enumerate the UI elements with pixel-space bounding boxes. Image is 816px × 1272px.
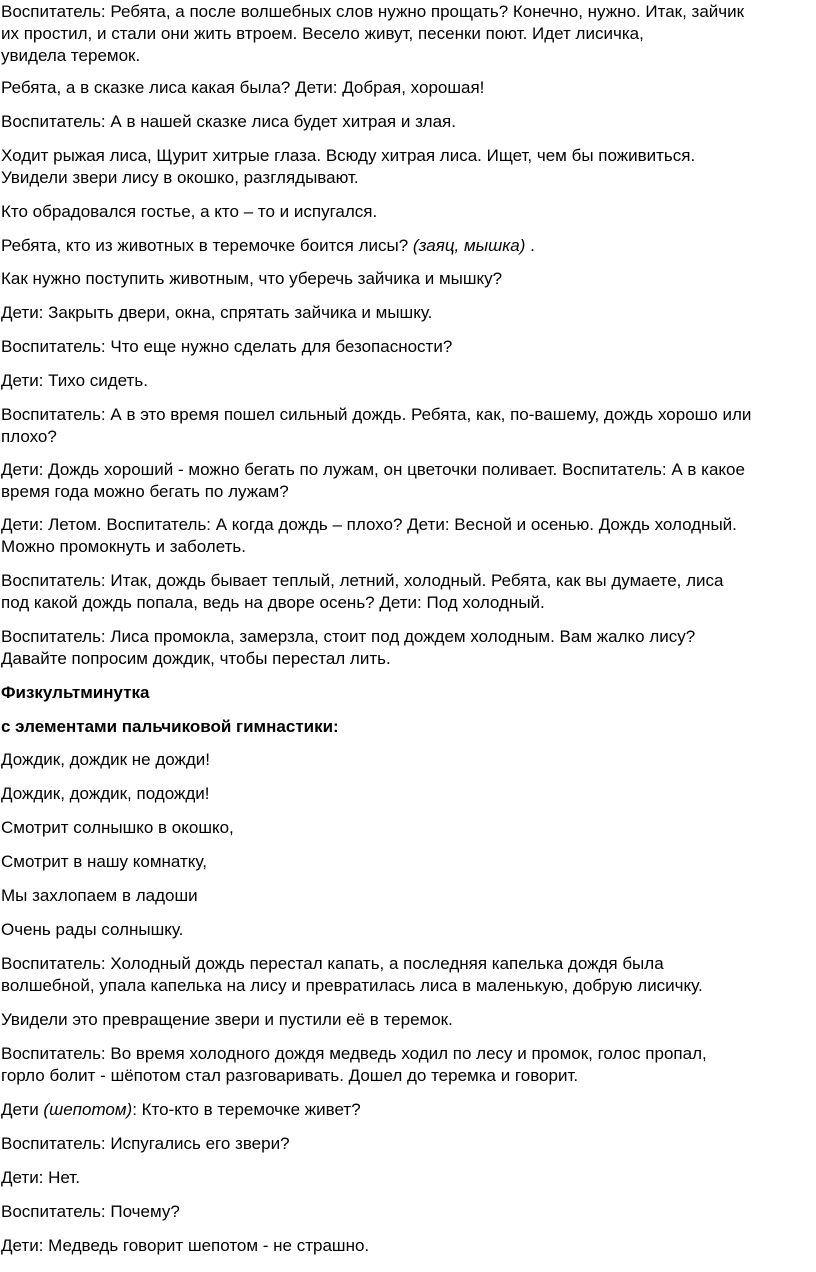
text-line: Дети: Тихо сидеть. [1,371,148,390]
text-line: Смотрит солнышко в окошко, [1,818,234,837]
text-line: их простил, и стали они жить втроем. Весело живут, песенки поют. Идет лисичка, [1,24,644,43]
paragraph [1,1167,814,1189]
paragraph [1,1009,814,1031]
text-line: Воспитатель: Лиса промокла, замерзла, стоит под дождем холодным. Вам жалко лису? [1,627,696,646]
text-line: плохо? [1,427,57,446]
paragraph [1,1201,814,1223]
paragraph [1,1235,814,1257]
text-line: Воспитатель: Испугались его звери? [1,1134,290,1153]
text-line: Воспитатель: Что еще нужно сделать для безопасности? [1,337,453,356]
paragraph [1,370,814,392]
text-line: Давайте попросим дождик, чтобы перестал лить. [1,649,391,668]
text-line: Ходит рыжая лиса, Щурит хитрые глаза. Всюду хитрая лиса. Ищет, чем бы поживиться. [1,146,696,165]
text-line: Можно промокнуть и заболеть. [1,537,246,556]
section-heading [1,682,814,704]
paragraph [1,201,814,223]
text-line: Дождик, дождик не дожди! [1,750,211,769]
poem-line [1,749,814,771]
text-line: Дети: Дождь хороший - можно бегать по лужам, он цветочки поливает. Воспитатель: А в какое [1,460,745,479]
text-run: Дети [1,1100,44,1119]
text-line: Дождик, дождик, подожди! [1,784,210,803]
text-line: Воспитатель: Во время холодного дождя медведь ходил по лесу и промок, голос пропал, [1,1044,707,1063]
text-line: Как нужно поступить животным, что уберечь зайчика и мышку? [1,269,503,288]
paragraph [1,953,814,997]
text-line: Дети: Закрыть двери, окна, спрятать зайчика и мышку. [1,303,433,322]
text-line: Дети: Нет. [1,1168,80,1187]
paragraph [1,268,814,290]
text-line: под какой дождь попала, ведь на дворе осень? Дети: Под холодный. [1,593,545,612]
text-line: Мы захлопаем в ладоши [1,886,198,905]
heading-line: с элементами пальчиковой гимнастики: [1,717,339,736]
poem-line [1,851,814,873]
heading-line: Физкультминутка [1,683,150,702]
text-line: Увидели это превращение звери и пустили её в теремок. [1,1010,453,1029]
poem-line [1,885,814,907]
text-line: Дети: Летом. Воспитатель: А когда дождь – плохо? Дети: Весной и осенью. Дождь холодный. [1,515,737,534]
paragraph [1,1133,814,1155]
text-line: время года можно бегать по лужам? [1,482,289,501]
section-subheading [1,716,814,738]
text-run: : Кто-кто в теремочке живет? [132,1100,361,1119]
paragraph [1,626,814,670]
paragraph [1,1043,814,1087]
text-line: Воспитатель: Итак, дождь бывает теплый, летний, холодный. Ребята, как вы думаете, лиса [1,571,724,590]
text-line: Воспитатель: Холодный дождь перестал капать, а последняя капелька дождя была [1,954,664,973]
text-line: Очень рады солнышку. [1,920,184,939]
paragraph [1,235,814,257]
poem-line [1,783,814,805]
text-run: Ребята, кто из животных в теремочке боится лисы? [1,236,413,255]
paragraph [1,111,814,133]
paragraph [1,570,814,614]
text-line: увидела теремок. [1,46,141,65]
paragraph [1,77,814,99]
paragraph [1,514,814,558]
text-run: . [525,236,535,255]
poem-line [1,817,814,839]
text-line [1,1099,814,1121]
text-line: волшебной, упала капелька на лису и превратилась лиса в маленькую, добрую лисичку. [1,976,703,995]
italic-remark: (заяц, мышка) [412,236,526,255]
paragraph [1,404,814,448]
paragraph [1,1,814,67]
text-line: Увидели звери лису в окошко, разглядывают. [1,168,359,187]
text-line [1,235,814,257]
paragraph [1,336,814,358]
text-line: Дети: Медведь говорит шепотом - не страшно. [1,1236,370,1255]
paragraph [1,302,814,324]
italic-remark: (шепотом) [43,1100,133,1119]
text-line: Воспитатель: А в это время пошел сильный дождь. Ребята, как, по-вашему, дождь хорошо или [1,405,752,424]
paragraph [1,1099,814,1121]
text-line: Ребята, а в сказке лиса какая была? Дети: Добрая, хорошая! [1,78,485,97]
text-line: Воспитатель: Почему? [1,1202,180,1221]
text-line: Смотрит в нашу комнатку, [1,852,207,871]
poem-line [1,919,814,941]
text-line: Кто обрадовался гостье, а кто – то и испугался. [1,202,378,221]
text-line: горло болит - шёпотом стал разговаривать. Дошел до теремка и говорит. [1,1066,579,1085]
paragraph [1,145,814,189]
text-line: Воспитатель: А в нашей сказке лиса будет хитрая и злая. [1,112,456,131]
text-line: Воспитатель: Ребята, а после волшебных слов нужно прощать? Конечно, нужно. Итак, зайчик [1,2,745,21]
paragraph [1,459,814,503]
